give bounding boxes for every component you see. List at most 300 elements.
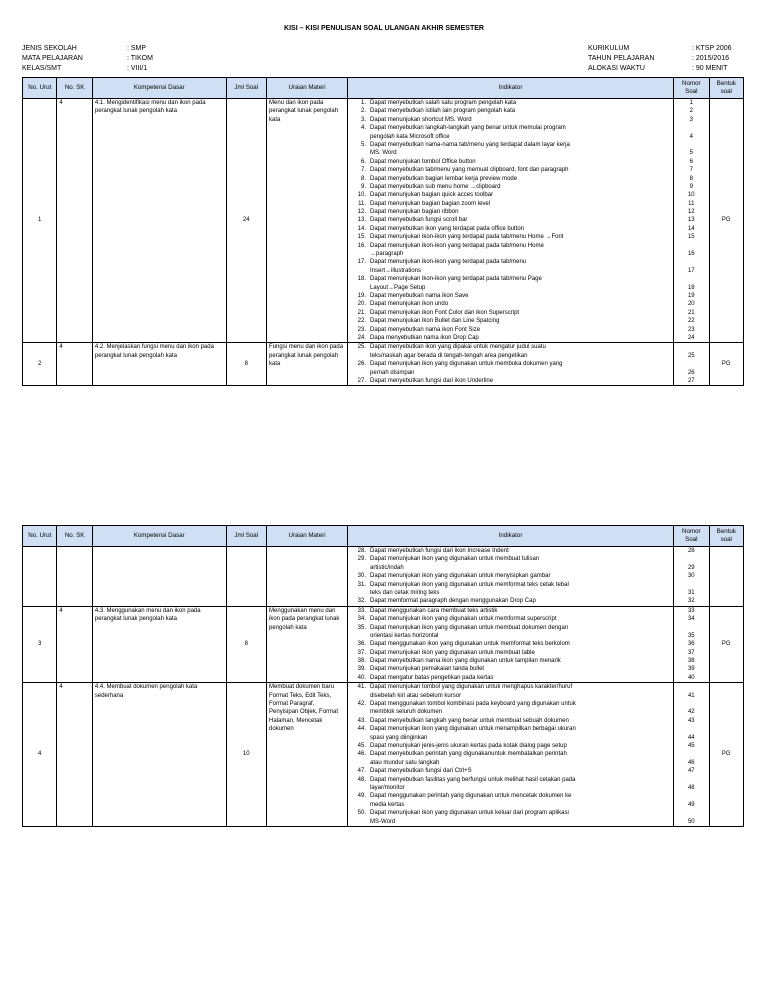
nomor-soal-value: 35 <box>687 632 695 639</box>
indikator-line <box>350 784 671 792</box>
indikator-line <box>350 360 671 368</box>
nomor-soal-value <box>676 683 706 691</box>
indikator-number: 38. <box>357 658 367 665</box>
indikator-text: Dapat menunjukan ikon yang digunakan untuk menyisipkan gambar <box>370 573 551 580</box>
cell-indikator <box>348 547 674 607</box>
indikator-text: Dapat menunjukan ikon-ikon yang terdapat pada tab/menu Home →Font <box>370 234 564 241</box>
nomor-soal-value: 8 <box>689 175 693 182</box>
meta-left <box>22 44 153 74</box>
indikator-text: teks/naskah agar berada di tengah-tengah area pengetikan <box>370 352 528 359</box>
cell-uraian-materi: Membuat dokumen baru Format Teks, Edit Teks, Format Paragraf, Penyisipan Objek, Format Halaman, Mencetak dokumen <box>267 683 348 827</box>
nomor-soal-value <box>676 124 706 132</box>
indikator-number: 28. <box>357 548 367 554</box>
table-row <box>23 343 744 386</box>
indikator-text: Dapat menyebutkan fasilitas yang berfungsi untuk melihat hasil cetakan pada <box>370 776 576 783</box>
indikator-number: 47. <box>357 768 367 775</box>
indikator-text: pengolah kata Microsoft office <box>370 133 450 140</box>
indikator-line <box>350 750 671 758</box>
cell-bentuk-soal: PG <box>709 343 743 386</box>
indikator-number: 49. <box>357 793 367 800</box>
indikator-line <box>350 250 671 258</box>
indikator-line <box>350 175 671 183</box>
indikator-text: Dapat menunjukan ikon-ikon yang terdapat pada tab/menu Page <box>370 276 542 283</box>
meta-value: : 2015/2016 <box>692 55 729 62</box>
nomor-soal-value: 38 <box>687 658 695 665</box>
indikator-text: pernah disimpan <box>370 369 415 376</box>
cell-kompetensi-dasar: 4.4. Membuat dokumen pengolah kata sederhana <box>92 683 226 827</box>
indikator-text: Dapat menyebutkan nama ikon yang digunakan untuk tampilan menarik <box>370 658 561 665</box>
indikator-line <box>350 692 671 700</box>
indikator-text: Dapat menyebutkan fungsi dari ikon Underline <box>370 377 494 384</box>
cell-nomor-soal <box>674 606 709 683</box>
cell-nomor-soal <box>674 547 709 607</box>
indikator-text: Dapat mengatur batas pengetikan pada kertas <box>370 674 494 681</box>
cell-no-sk <box>57 547 92 607</box>
header-row <box>23 526 744 547</box>
indikator-line <box>350 818 671 826</box>
indikator-text: Dapat menyebutkan langkah yang benar untuk membuat sebuah dokumen <box>370 717 569 724</box>
indikator-line <box>350 124 671 132</box>
header-uraian-materi: Uraian Materi <box>267 526 348 547</box>
nomor-soal-value: 23 <box>687 326 695 333</box>
cell-nomor-soal <box>674 343 709 386</box>
indikator-line <box>350 809 671 817</box>
cell-nomor-soal <box>674 683 709 827</box>
nomor-soal-value <box>676 581 706 589</box>
nomor-soal-value: 31 <box>687 589 695 596</box>
indikator-number: 26. <box>357 361 367 368</box>
nomor-soal-value: 45 <box>687 742 695 749</box>
indikator-number: 24. <box>357 334 367 341</box>
cell-no-sk: 4 <box>57 683 92 827</box>
indikator-number: 20. <box>357 301 367 308</box>
cell-no-urut: 4 <box>23 683 57 827</box>
header-jml-soal: Jml Soal <box>226 526 267 547</box>
indikator-number: 34. <box>357 616 367 623</box>
indikator-text: layar/monitor <box>370 784 405 791</box>
cell-jml-soal: 8 <box>226 606 267 683</box>
meta-label: KELAS/SMT <box>22 65 62 72</box>
meta-value: : TIKOM <box>127 55 153 62</box>
indikator-text: atau mundur satu langkah <box>370 759 440 766</box>
nomor-soal-value: 39 <box>687 666 695 673</box>
indikator-text: Dapat menyebutkan bagian lembar kerja preview mode <box>370 175 518 182</box>
indikator-number: 22. <box>357 318 367 325</box>
indikator-text: Dapat memformat paragraph dengan menggunakan Drop Cap <box>370 598 536 605</box>
indikator-text: Dapat menunjukan ikon yang digunakan untuk memformat superscript <box>370 616 557 623</box>
indikator-line <box>350 208 671 216</box>
indikator-line <box>350 674 671 682</box>
indikator-line <box>350 657 671 665</box>
indikator-text: Dapat menunjukan ikon-ikon yang terdapat pada tab/menu <box>370 259 527 266</box>
indikator-text: Dapat menyebutkan tab/menu yang memuat clipboard, font dan paragraph <box>370 167 569 174</box>
indikator-line <box>350 141 671 149</box>
nomor-soal-value <box>676 141 706 149</box>
indikator-line <box>350 640 671 648</box>
indikator-number: 42. <box>357 701 367 708</box>
indikator-number: 11. <box>358 200 367 207</box>
indikator-text: Layout→Page Setup <box>370 284 426 291</box>
nomor-soal-value <box>676 258 706 266</box>
indikator-number: 21. <box>357 309 367 316</box>
indikator-line <box>350 225 671 233</box>
nomor-soal-value <box>676 725 706 733</box>
indikator-text: orientasi kertas horizontal <box>370 632 439 639</box>
indikator-text: Dapat menyebutkan sub menu home →clipboard <box>370 183 501 190</box>
nomor-soal-value: 33 <box>687 607 695 614</box>
nomor-soal-value: 18 <box>687 284 695 291</box>
indikator-line <box>350 216 671 224</box>
header-nomor-soal: Nomor Soal <box>674 526 709 547</box>
cell-jml-soal: 10 <box>226 683 267 827</box>
indikator-text: Dapat menunjukan ikon yang digunakan untuk menampilkan berbagai ukuran <box>370 726 576 733</box>
indikator-number: 9. <box>361 183 367 190</box>
nomor-soal-value: 12 <box>687 209 695 216</box>
indikator-text: Dapat menunjukan tombol Office button <box>370 158 476 165</box>
indikator-line <box>350 734 671 742</box>
indikator-number: 27. <box>357 377 367 384</box>
nomor-soal-value <box>676 750 706 758</box>
indikator-number: 6. <box>361 158 367 165</box>
cell-bentuk-soal: PG <box>709 683 743 827</box>
nomor-soal-value: 25 <box>687 352 695 359</box>
indikator-line <box>350 649 671 657</box>
indikator-number: 13. <box>357 217 367 224</box>
indikator-line <box>350 581 671 589</box>
nomor-soal-value: 24 <box>687 334 695 341</box>
header-no-urut: No. Urut <box>23 526 57 547</box>
nomor-soal-value <box>676 624 706 632</box>
nomor-soal-value <box>676 242 706 250</box>
indikator-line <box>350 352 671 360</box>
indikator-text: Insert→illustrations <box>370 267 422 274</box>
indikator-text: Dapat menunjukan ikon yang digunakan untuk membuat tulisan <box>370 556 540 563</box>
indikator-text: Dapat menunjukan bagian ribbon <box>370 209 459 216</box>
cell-no-urut: 2 <box>23 343 57 386</box>
indikator-line <box>350 792 671 800</box>
nomor-soal-value <box>676 360 706 368</box>
indikator-line <box>350 267 671 275</box>
nomor-soal-value: 43 <box>687 717 695 724</box>
nomor-soal-value: 6 <box>689 158 693 165</box>
indikator-line <box>350 300 671 308</box>
kisi-table-2 <box>22 525 744 827</box>
indikator-line <box>350 99 671 107</box>
indikator-text: Dapa menyebutkan nama ikon Drop Cap <box>370 334 479 341</box>
header-bentuk-soal: Bentuk soal <box>709 526 743 547</box>
cell-indikator <box>348 99 674 343</box>
indikator-text: Dapat menunjukan ikon-ikon yang terdapat pada tab/menu Home <box>370 242 544 249</box>
indikator-text: Dapat menyebutkan ikon yang dipakai untuk mengatur judul suatu <box>370 344 546 351</box>
indikator-line <box>350 767 671 775</box>
nomor-soal-value <box>676 343 706 351</box>
cell-kompetensi-dasar: 4.2. Menjelaskan fungsi menu dan ikon pada perangkat lunak pengolah kata <box>92 343 226 386</box>
indikator-text: Dapat menunjukan ikon yang digunakan untuk membuat dokumen dengan <box>370 624 569 631</box>
nomor-soal-value: 13 <box>687 217 695 224</box>
meta-right <box>588 44 732 74</box>
indikator-line <box>350 233 671 241</box>
table-row <box>23 606 744 683</box>
cell-no-urut: 3 <box>23 606 57 683</box>
nomor-soal-value: 21 <box>687 309 695 316</box>
indikator-text: memblok seluruh dokumen <box>370 709 443 716</box>
indikator-line <box>350 275 671 283</box>
cell-nomor-soal <box>674 99 709 343</box>
nomor-soal-value <box>676 275 706 283</box>
indikator-line <box>350 133 671 141</box>
cell-no-sk: 4 <box>57 343 92 386</box>
nomor-soal-value: 20 <box>687 301 695 308</box>
header-indikator: Indikator <box>348 526 674 547</box>
cell-bentuk-soal <box>709 547 743 607</box>
cell-indikator <box>348 343 674 386</box>
indikator-number: 5. <box>361 141 367 148</box>
header-bentuk-soal: Bentuk soal <box>709 78 743 99</box>
indikator-number: 15. <box>357 234 367 241</box>
header-row <box>23 78 744 99</box>
indikator-line <box>350 572 671 580</box>
nomor-soal-value: 10 <box>687 192 695 199</box>
indikator-line <box>350 317 671 325</box>
indikator-number: 30. <box>357 573 367 580</box>
indikator-number: 10. <box>357 192 367 199</box>
indikator-number: 2. <box>361 108 367 115</box>
indikator-line <box>350 759 671 767</box>
indikator-line <box>350 597 671 605</box>
indikator-text: media kertas <box>370 801 405 808</box>
indikator-number: 37. <box>357 649 367 656</box>
nomor-soal-value: 30 <box>687 573 695 580</box>
meta-label: KURIKULUM <box>588 45 630 52</box>
indikator-number: 23. <box>357 326 367 333</box>
indikator-text: Dapat menunjukan ikon Font Color dan ikon Superscript <box>370 309 520 316</box>
indikator-number: 33. <box>357 607 367 614</box>
indikator-number: 46. <box>357 751 367 758</box>
indikator-number: 39. <box>357 666 367 673</box>
indikator-number: 41. <box>357 684 367 691</box>
cell-jml-soal: 24 <box>226 99 267 343</box>
indikator-number: 36. <box>357 641 367 648</box>
indikator-line <box>350 116 671 124</box>
header-no-sk: No. SK <box>57 78 92 99</box>
header-uraian-materi: Uraian Materi <box>267 78 348 99</box>
cell-bentuk-soal: PG <box>709 606 743 683</box>
nomor-soal-value: 17 <box>687 267 695 274</box>
indikator-text: Dapat menyebutkan fungsi scroll bar <box>370 217 468 224</box>
indikator-text: Dapat menyebutkan nama-nama tab/menu yang terdapat dalam layar kerja <box>370 141 570 148</box>
nomor-soal-value: 42 <box>687 709 695 716</box>
cell-no-urut: 1 <box>23 99 57 343</box>
indikator-line <box>350 334 671 342</box>
header-jml-soal: Jml Soal <box>226 78 267 99</box>
nomor-soal-value: 27 <box>687 377 695 384</box>
cell-jml-soal <box>226 547 267 607</box>
indikator-line <box>350 242 671 250</box>
indikator-line <box>350 776 671 784</box>
indikator-line <box>350 564 671 572</box>
nomor-soal-value: 36 <box>687 641 695 648</box>
indikator-line <box>350 725 671 733</box>
nomor-soal-value: 22 <box>687 318 695 325</box>
indikator-line <box>350 615 671 623</box>
indikator-line <box>350 166 671 174</box>
indikator-number: 7. <box>361 167 367 174</box>
nomor-soal-value: 28 <box>687 548 695 554</box>
nomor-soal-value: 4 <box>689 133 693 140</box>
indikator-text: spasi yang diinginkan <box>370 734 428 741</box>
cell-kompetensi-dasar: 4.1. Mengidentifikasi menu dan ikon pada perangkat lunak pengolah kata <box>92 99 226 343</box>
indikator-text: Dapat menunjukan tombol yang digunakan untuk menghapus karakter/huruf <box>370 684 573 691</box>
nomor-soal-value: 9 <box>689 183 693 190</box>
document-title: KISI – KISI PENULISAN SOAL ULANGAN AKHIR SEMESTER <box>284 25 484 32</box>
indikator-line <box>350 607 671 615</box>
indikator-number: 45. <box>357 742 367 749</box>
nomor-soal-value: 16 <box>687 251 695 258</box>
header-no-sk: No. SK <box>57 526 92 547</box>
indikator-line <box>350 258 671 266</box>
indikator-line <box>350 555 671 563</box>
indikator-text: teks dan cetak miring teks <box>370 589 440 596</box>
nomor-soal-value: 2 <box>689 108 693 115</box>
indikator-line <box>350 309 671 317</box>
indikator-text: Dapat menunjukan bagian bagian zoom level <box>370 200 491 207</box>
nomor-soal-value: 26 <box>687 369 695 376</box>
indikator-line <box>350 632 671 640</box>
indikator-text: →paragraph <box>370 251 404 258</box>
indikator-line <box>350 107 671 115</box>
indikator-number: 1. <box>361 100 367 106</box>
indikator-number: 3. <box>361 116 367 123</box>
meta-label: MATA PELAJARAN <box>22 55 83 62</box>
indikator-text: Dapat menyebutkan fungsi dari ikon Increase Indent <box>370 548 509 554</box>
meta-label: JENIS SEKOLAH <box>22 45 77 52</box>
cell-uraian-materi: Fungsi menu dan ikon pada perangkat lunak pengolah kata <box>267 343 348 386</box>
table-row <box>23 683 744 827</box>
indikator-text: Dapat menunjukan ikon undo <box>370 301 449 308</box>
indikator-line <box>350 665 671 673</box>
nomor-soal-value: 44 <box>687 734 695 741</box>
nomor-soal-value: 47 <box>687 768 695 775</box>
indikator-text: Dapat menunjukan ikon Bullet dan Line Spatcing <box>370 318 500 325</box>
cell-uraian-materi <box>267 547 348 607</box>
indikator-number: 4. <box>361 125 367 132</box>
indikator-line <box>350 377 671 385</box>
header-kompetensi-dasar: Kompetensi Dasar <box>92 526 226 547</box>
indikator-text: Dapat menyebutkan nama ikon Save <box>370 292 469 299</box>
indikator-line <box>350 343 671 351</box>
indikator-text: Dapat menunjukan ikon yang digunakan untuk keluar dari program aplikasi <box>370 810 569 817</box>
indikator-number: 14. <box>357 225 367 232</box>
cell-no-urut <box>23 547 57 607</box>
indikator-line <box>350 183 671 191</box>
nomor-soal-value <box>676 555 706 563</box>
indikator-number: 12. <box>357 209 367 216</box>
indikator-text: MS. Word <box>370 150 397 157</box>
nomor-soal-value <box>676 700 706 708</box>
indikator-line <box>350 284 671 292</box>
indikator-line <box>350 700 671 708</box>
indikator-line <box>350 742 671 750</box>
indikator-line <box>350 589 671 597</box>
indikator-line <box>350 200 671 208</box>
table-row <box>23 99 744 343</box>
indikator-line <box>350 149 671 157</box>
indikator-text: Dapat menggunakan ikon yang digunakan untuk memformat teks berkolom <box>370 641 570 648</box>
cell-indikator <box>348 606 674 683</box>
indikator-text: Dapat menunjukan pemakaian tanda bullet <box>370 666 485 673</box>
indikator-line <box>350 717 671 725</box>
indikator-number: 8. <box>361 175 367 182</box>
nomor-soal-value: 14 <box>687 225 695 232</box>
cell-kompetensi-dasar: 4.3. Menggunakan menu dan ikon pada perangkat lunak pengolah kata <box>92 606 226 683</box>
indikator-text: Dapat menunjukan ikon yang digunakan untuk memformat teks cetak tebal <box>370 581 569 588</box>
cell-no-sk: 4 <box>57 99 92 343</box>
indikator-text: Dapat menggunakan tombol kombinasi pada keyboard yang digunakan untuk <box>370 701 576 708</box>
nomor-soal-value: 40 <box>687 674 695 681</box>
indikator-text: Dapat menggunakan perintah yang digunakan untuk mencetak dokumen ke <box>370 793 572 800</box>
indikator-number: 29. <box>357 556 367 563</box>
indikator-number: 44. <box>357 726 367 733</box>
nomor-soal-value: 32 <box>687 598 695 605</box>
nomor-soal-value: 41 <box>687 692 695 699</box>
indikator-line <box>350 708 671 716</box>
nomor-soal-value: 7 <box>689 167 693 174</box>
indikator-line <box>350 801 671 809</box>
nomor-soal-value: 15 <box>687 234 695 241</box>
indikator-number: 40. <box>357 674 367 681</box>
indikator-number: 35. <box>357 624 367 631</box>
indikator-text: Dapat menunjukan jenis-jenis ukuran kertas pada kotak dialog page setup <box>370 742 567 749</box>
indikator-line <box>350 158 671 166</box>
nomor-soal-value: 37 <box>687 649 695 656</box>
indikator-number: 25. <box>357 344 367 351</box>
table-row <box>23 547 744 607</box>
nomor-soal-value: 1 <box>689 100 693 106</box>
indikator-text: Dapat menyebutkan ikon yang terdapat pada office button <box>370 225 525 232</box>
cell-kompetensi-dasar <box>92 547 226 607</box>
indikator-number: 18. <box>357 276 367 283</box>
indikator-text: Dapat menyebutkan langkah-langkah yang benar untuk memulai program <box>370 125 566 132</box>
meta-value: : VIII/1 <box>127 65 148 72</box>
indikator-text: disebelah kiri atau sebelum kursor <box>370 692 462 699</box>
indikator-line <box>350 683 671 691</box>
nomor-soal-value: 19 <box>687 292 695 299</box>
nomor-soal-value: 29 <box>687 564 695 571</box>
indikator-text: Dapat menyebutkan perintah yang digunakanuntuk membatalkan perintah <box>370 751 567 758</box>
cell-uraian-materi: Menu dan ikon pada perangkat lunak pengolah kata <box>267 99 348 343</box>
indikator-text: Dapat menyebutkan fungsi dari Ctrl+S <box>370 768 472 775</box>
nomor-soal-value <box>676 809 706 817</box>
indikator-text: Dapat menggunakan cara membuat teks artistik <box>370 607 498 614</box>
nomor-soal-value: 46 <box>687 759 695 766</box>
indikator-text: Dapat menunjukan shortcut MS. Word <box>370 116 472 123</box>
indikator-number: 16. <box>357 242 367 249</box>
indikator-line <box>350 369 671 377</box>
indikator-text: Dapat menyebutkan istilah lain program pengolah kata <box>370 108 516 115</box>
indikator-line <box>350 326 671 334</box>
indikator-text: Dapat menunjukan bagian quick acces toolbar <box>370 192 494 199</box>
indikator-text: MS-Word <box>370 818 396 825</box>
header-nomor-soal: Nomor Soal <box>674 78 709 99</box>
nomor-soal-value <box>676 776 706 784</box>
indikator-number: 31. <box>357 581 367 588</box>
indikator-text: Dapat menyebutkan salah satu program pengolah kata <box>370 100 517 106</box>
indikator-line <box>350 624 671 632</box>
meta-value: : 90 MENIT <box>692 65 728 72</box>
indikator-text: Dapat menunjukan ikon yang digunakan untuk membuat table <box>370 649 535 656</box>
indikator-text: Dapat menunjukan ikon yang digunakan untuk membuka dokumen yang <box>370 361 563 368</box>
meta-value: : SMP <box>127 45 147 52</box>
